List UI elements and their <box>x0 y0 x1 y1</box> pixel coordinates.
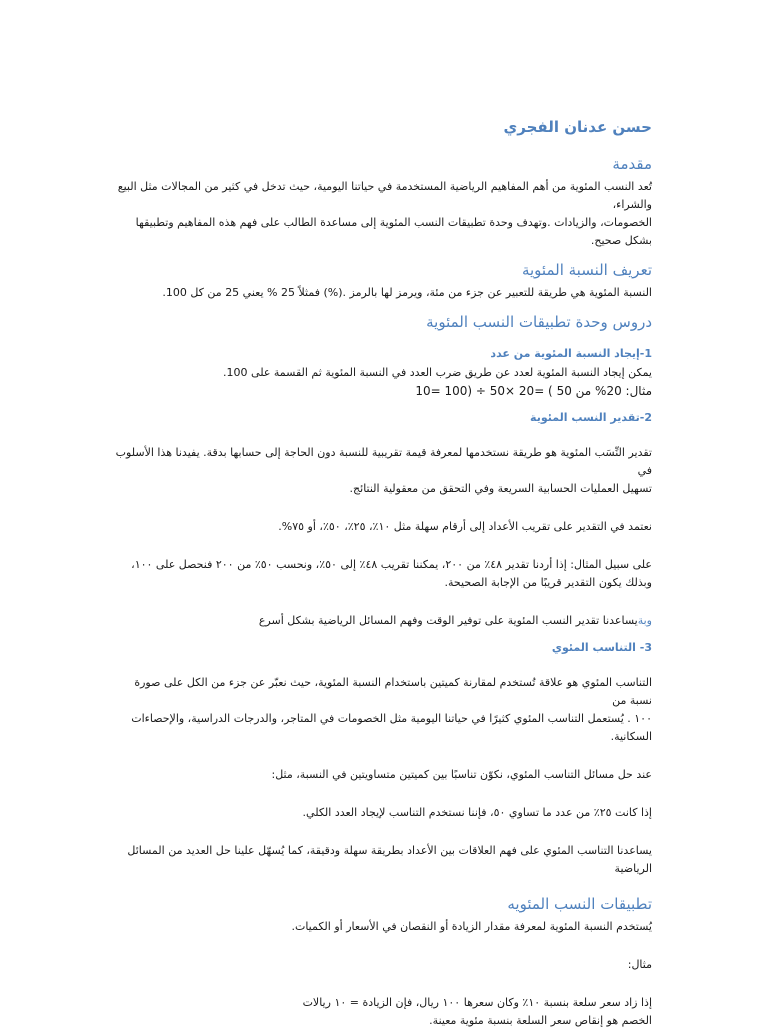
lesson3-heading: 3- التناسب المئوي <box>551 641 652 654</box>
document-page <box>112 118 652 1030</box>
applications-example-line2: الخصم هو إنقاص سعر السلعة بنسبة مئوية معينة. <box>429 1014 652 1027</box>
intro-line-2: الخصومات، والزيادات .وتهدف وحدة تطبيقات النسب المئوية إلى مساعدة الطالب على فهم هذه المفاهيم وتطبيقها بشكل صحيح. <box>135 216 652 247</box>
lesson2-para4 <box>112 612 652 630</box>
unit-heading: دروس وحدة تطبيقات النسب المئوية <box>426 313 652 331</box>
lesson1-example: مثال: 20% من 50 ) =20 ×50 ÷ (100 =10 <box>415 384 652 398</box>
lesson3-para1-line2: ١٠٠ . يُستعمل التناسب المئوي كثيرًا في حياتنا اليومية مثل الخصومات في المتاجر، والدرجات الدراسية، والإحصاءات <box>131 712 652 725</box>
lesson3-para3: إذا كانت ٢٥٪ من عدد ما تساوي ٥٠، فإننا نستخدم التناسب لإيجاد العدد الكلي. <box>302 806 652 819</box>
applications-heading: تطبيقات النسب المئويه <box>507 895 652 913</box>
lesson2-para4-prefix: وبة <box>637 614 652 627</box>
intro-heading: مقدمة <box>612 155 652 173</box>
lesson2-para1-line1: تقدير النِّسَب المئوية هو طريقة نستخدمها لمعرفة قيمة تقريبية للنسبة دون الحاجة إلى حسابها بدقة. يفيدنا هذا الأسلوب في <box>115 446 652 477</box>
definition-heading: تعريف النسبة المئوية <box>521 261 652 279</box>
lesson2-para3-line2: وبذلك يكون التقدير قريبًا من الإجابة الصحيحة. <box>444 576 652 589</box>
lesson1-line: يمكن إيجاد النسبة المئوية لعدد عن طريق ضرب العدد في النسبة المئوية ثم القسمة على 100. <box>223 366 652 379</box>
lesson3-para1-line3: السكانية. <box>610 730 652 743</box>
lesson3-para1-line1: التناسب المئوي هو علاقة تُستخدم لمقارنة كميتين باستخدام النسبة المئوية، حيث نعبّر عن جزء من الكل على صورة نسبة من <box>134 676 652 707</box>
lesson3-para2: عند حل مسائل التناسب المئوي، نكوّن تناسبًا بين كميتين متساويتين في النسبة، مثل: <box>271 768 652 781</box>
applications-example-label: مثال: <box>627 958 652 971</box>
lesson1-heading: 1-إيجاد النسبة المئوية من عدد <box>490 347 652 360</box>
lesson2-heading: 2-تقدير النسب المئوية <box>530 411 652 424</box>
applications-line1: يُستخدم النسبة المئوية لمعرفة مقدار الزيادة أو النقصان في الأسعار أو الكميات. <box>291 920 652 933</box>
lesson2-para2: نعتمد في التقدير على تقريب الأعداد إلى أرقام سهلة مثل ١٠٪، ٢٥٪، ٥٠٪، أو ٧٥%. <box>278 520 652 533</box>
intro-line-1: تُعد النسب المئوية من أهم المفاهيم الرياضية المستخدمة في حياتنا اليومية، حيث تدخل في كثير من المجالات مثل البيع والشراء، <box>117 180 652 211</box>
lesson2-para1-line2: تسهيل العمليات الحسابية السريعة وفي التحقق من معقولية النتائج. <box>349 482 652 495</box>
lesson2-para4-text: يساعدنا تقدير النسب المئوية على توفير الوقت وفهم المسائل الرياضية بشكل أسرع <box>258 614 638 627</box>
author-name: حسن عدنان الفجري <box>503 118 652 136</box>
lesson2-para3-line1: على سبيل المثال: إذا أردنا تقدير ٤٨٪ من ٢٠٠، يمكننا تقريب ٤٨٪ إلى ٥٠٪، ونحسب ٥٠٪ من ٢٠٠ فنحصل على ١٠٠، <box>131 558 652 571</box>
definition-line: النسبة المئوية هي طريقة للتعبير عن جزء من مئة، ويرمز لها بالرمز .(%) فمثلاً 25 % يعني 25 من كل 100. <box>162 286 652 299</box>
lesson3-para4: يساعدنا التناسب المئوي على فهم العلاقات بين الأعداد بطريقة سهلة ودقيقة، كما يُسهّل علينا حل العديد من المسائل الرياضية <box>127 844 652 875</box>
applications-example-line1: إذا زاد سعر سلعة بنسبة ١٠٪ وكان سعرها ١٠٠ ريال، فإن الزيادة = ١٠ ريالات <box>302 996 652 1009</box>
